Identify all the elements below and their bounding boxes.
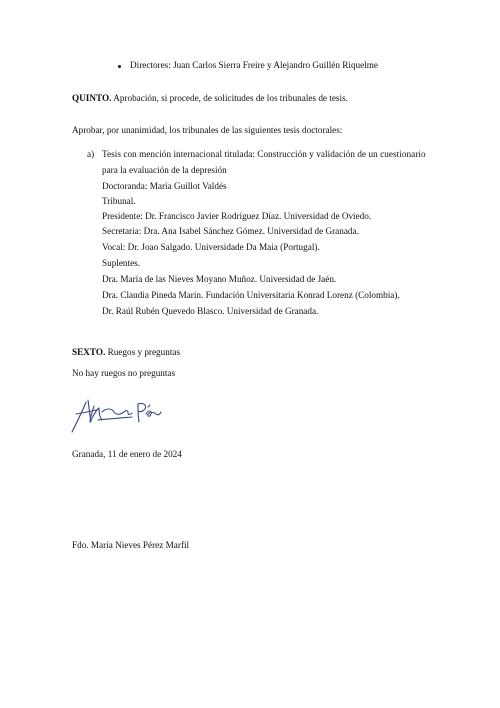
doctoranda: Doctoranda: María Guillot Valdés — [102, 181, 227, 191]
thesis-title-line2: para la evaluación de la depresión — [102, 165, 227, 175]
sexto-heading: SEXTO. — [72, 347, 106, 357]
quinto-heading: QUINTO. — [72, 93, 112, 103]
directors-line: Directores: Juan Carlos Sierra Freire y Alejandro Guillén Riquelme — [130, 60, 378, 70]
suplente-1: Dra. María de las Nieves Moyano Muñoz. Universidad de Jaén. — [102, 274, 337, 284]
quinto-text: Aprobación, si procede, de solicitudes de los tribunales de tesis. — [113, 93, 348, 103]
thesis-title-line1: Tesis con mención internacional titulada: Construcción y validación de un cuestionario — [102, 149, 426, 159]
suplentes-label: Suplentes. — [102, 258, 141, 268]
aprobar-paragraph: Aprobar, por unanimidad, los tribunales de las siguientes tesis doctorales: — [72, 125, 343, 135]
date-line: Granada, 11 de enero de 2024 — [72, 449, 182, 459]
tribunal-label: Tribunal. — [102, 196, 136, 206]
thesis-marker: a) — [87, 149, 95, 159]
section-quinto — [72, 93, 348, 104]
handwritten-signature — [68, 398, 166, 438]
secretaria: Secretaria: Dra. Ana Isabel Sánchez Gómez. Universidad de Granada. — [102, 226, 359, 236]
suplente-3: Dr. Raúl Rubén Quevedo Blasco. Universidad de Granada. — [102, 306, 319, 316]
sexto-text: Ruegos y preguntas — [107, 347, 181, 357]
no-ruegos-text: No hay ruegos no preguntas — [72, 368, 176, 378]
section-sexto — [72, 347, 180, 358]
presidente: Presidente: Dr. Francisco Javier Rodríguez Díaz. Universidad de Oviedo. — [102, 211, 372, 221]
signed-by-line: Fdo. María Nieves Pérez Marfil — [72, 540, 190, 550]
suplente-2: Dra. Claudia Pineda Marín. Fundación Universitaria Konrad Lorenz (Colombia). — [102, 290, 400, 300]
vocal: Vocal: Dr. Joao Salgado. Universidade Da Maia (Portugal). — [102, 242, 320, 252]
bullet-icon — [118, 65, 121, 68]
